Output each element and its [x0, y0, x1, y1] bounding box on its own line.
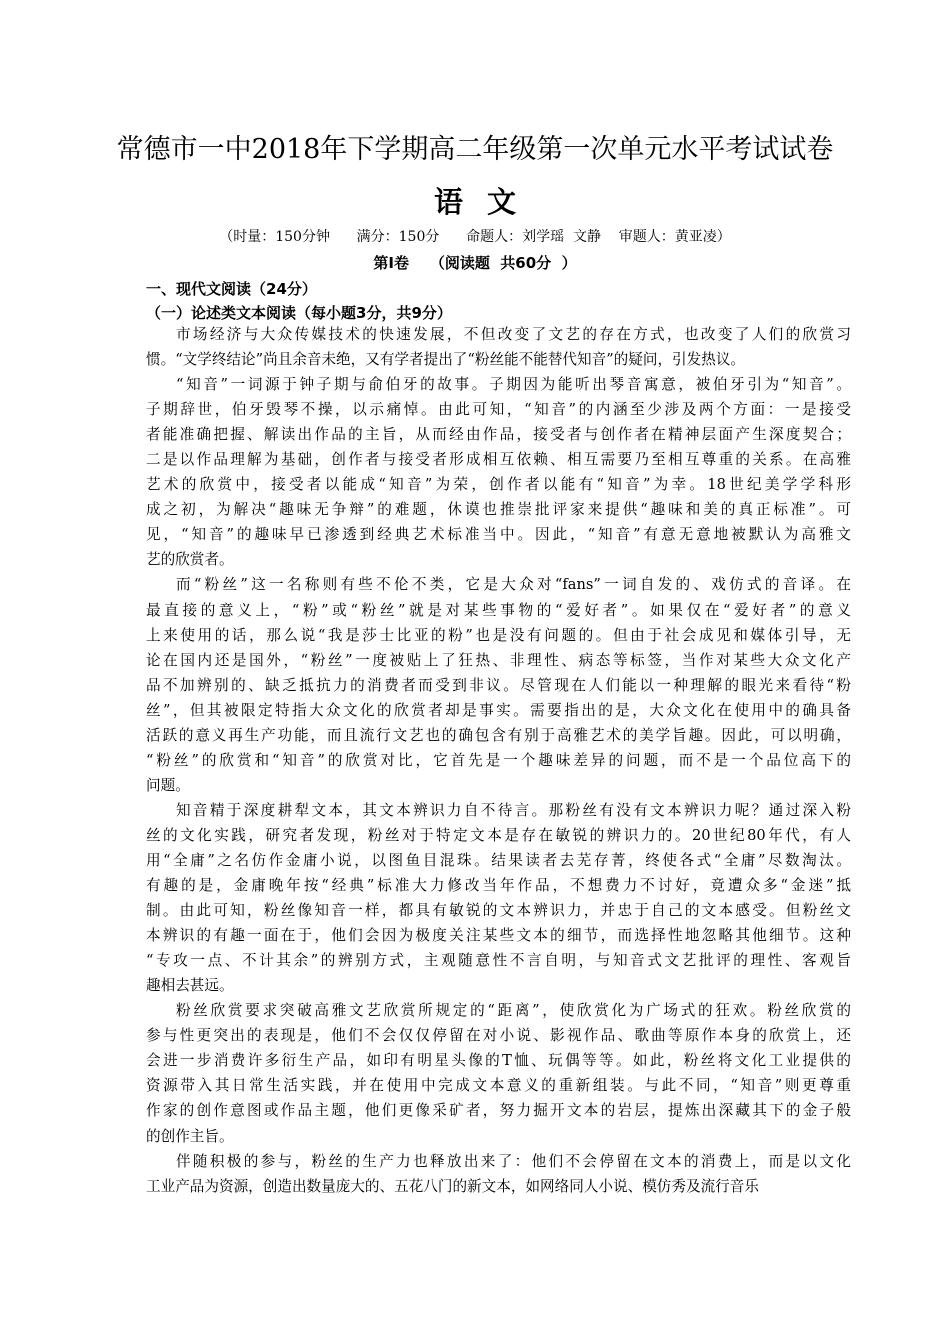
paragraph-line: 的创作主旨。	[146, 1127, 234, 1145]
paragraph-line: 工业产品为资源，创造出数量庞大的、五花八门的新文本，如网络同人小说、模仿秀及流行音乐	[146, 1177, 759, 1195]
paragraph-line: 粉丝欣赏要求突破高雅文艺欣赏所规定的“距离”，使欣赏化为广场式的狂欢。粉丝欣赏的	[176, 1002, 851, 1020]
paragraph-line: 艺的欣赏者。	[146, 551, 234, 569]
paragraph-line: 见，“知音”的趣味早已渗透到经典艺术标准当中。因此，“知音”有意无意地被默认为高雅文	[146, 526, 851, 544]
paragraph-line: 而“粉丝”这一名称则有些不伦不类，它是大众对“fans”一词自发的、戏仿式的音译。在	[176, 576, 851, 594]
paragraph-line: 子期辞世，伯牙毁琴不操，以示痛悼。由此可知，“知音”的内涵至少涉及两个方面：一是接受	[146, 401, 851, 419]
paragraph-line: 参与性更突出的表现是，他们不会仅仅停留在对小说、影视作品、歌曲等原作本身的欣赏上，还	[146, 1027, 851, 1045]
paragraph	[146, 372, 851, 572]
paragraph-line: 丝的文化实践，研究者发现，粉丝对于特定文本是存在敏锐的辨识力的。20世纪80年代，有人	[146, 826, 851, 844]
section-heading: 一、现代文阅读（24分）	[146, 280, 317, 298]
paragraph-line: 作家的创作意图或作品主题，他们更像采矿者，努力掘开文本的岩层，提炼出深藏其下的金子般	[146, 1102, 851, 1120]
paragraph	[146, 798, 851, 998]
paragraph-line: “专攻一点、不计其余”的辨别方式，主观随意性不言自明，与知音式文艺批评的理性、客观旨	[146, 952, 851, 970]
paragraph-line: 艺术的欣赏中，接受者以能成“知音”为荣，创作者以能有“知音”为幸。18世纪美学学科形	[146, 476, 851, 494]
paragraph-line: 二是以作品理解为基础，创作者与接受者形成相互依赖、相互需要乃至相互尊重的关系。在高雅	[146, 451, 851, 469]
paragraph-line: 者能准确把握、解读出作品的主旨，从而经由作品，接受者与创作者在精神层面产生深度契合；	[146, 426, 851, 444]
paragraph-line: 活跃的意义再生产功能，而且流行文艺也的确包含有别于高雅艺术的美学旨趣。因此，可以明确，	[146, 726, 851, 744]
paragraph-line: 资源带入其日常生活实践，并在使用中完成文本意义的重新组装。与此不同，“知音”则更尊重	[146, 1077, 851, 1095]
paragraph-line: 市场经济与大众传媒技术的快速发展，不但改变了文艺的存在方式，也改变了人们的欣赏习	[176, 326, 851, 343]
paragraph-line: 本辨识的有趣一面在于，他们会因为极度关注某些文本的细节，而选择性地忽略其他细节。这种	[146, 927, 851, 945]
paragraph-line: 趣相去甚远。	[146, 977, 234, 995]
paragraph-line: 用“全庸”之名仿作金庸小说，以图鱼目混珠。结果读者去芜存菁，终使各式“全庸”尽数淘汰。	[146, 851, 851, 869]
exam-info: （时量：150分钟 满分：150分 命题人：刘学瑶 文静 审题人：黄亚凌）	[219, 229, 731, 245]
paragraph-line: 成之初，为解决“趣味无争辩”的难题，休谟也推崇批评家来提供“趣味和美的真正标准”。可	[146, 501, 851, 519]
subject-title: 语文	[433, 185, 540, 219]
paragraph-line: 品不加辨别的、缺乏抵抗力的消费者而受到非议。尽管现在人们能以一种理解的眼光来看待“粉	[146, 676, 851, 694]
passage-body	[146, 322, 851, 1199]
paragraph-line: 上来使用的话，那么说“我是莎士比亚的粉”也是没有问题的。但由于社会成见和媒体引导，无	[146, 626, 851, 644]
paragraph-line: 丝”，但其被限定特指大众文化的欣赏者却是事实。需要指出的是，大众文化在使用中的确具备	[146, 701, 851, 719]
paragraph-line: 最直接的意义上，“粉”或“粉丝”就是对某些事物的“爱好者”。如果仅在“爱好者”的意义	[146, 601, 851, 619]
paragraph-line: 制。由此可知，粉丝像知音一样，都具有敏锐的文本辨识力，并忠于自己的文本感受。但粉丝文	[146, 902, 851, 920]
paragraph-line: 论在国内还是国外，“粉丝”一度被贴上了狂热、非理性、病态等标签，当作对某些大众文化产	[146, 651, 851, 669]
volume-title: 第Ⅰ卷 （阅读题 共60分 ）	[373, 254, 577, 272]
paragraph	[146, 998, 851, 1148]
paragraph-line: 会进一步消费许多衍生产品，如印有明星头像的T恤、玩偶等等。如此，粉丝将文化工业提供的	[146, 1052, 851, 1070]
paragraph	[146, 322, 851, 372]
exam-title: 常德市一中2018年下学期高二年级第一次单元水平考试试卷	[116, 134, 834, 165]
paragraph-line: 惯。“文学终结论”尚且余音未绝，又有学者提出了“粉丝能不能替代知音”的疑问，引发热议。	[146, 351, 746, 369]
paragraph-line: 伴随积极的参与，粉丝的生产力也释放出来了：他们不会停留在文本的消费上，而是以文化	[176, 1152, 851, 1170]
paragraph	[146, 1149, 851, 1199]
subsection-heading: （一）论述类文本阅读（每小题3分，共9分）	[146, 304, 452, 322]
paragraph	[146, 572, 851, 797]
paragraph-line: “知音”一词源于钟子期与俞伯牙的故事。子期因为能听出琴音寓意，被伯牙引为“知音”。	[176, 376, 851, 394]
paragraph-line: 问题。	[146, 776, 190, 794]
paragraph-line: 知音精于深度耕犁文本，其文本辨识力自不待言。那粉丝有没有文本辨识力呢？通过深入粉	[176, 801, 851, 819]
paragraph-line: 有趣的是，金庸晚年按“经典”标准大力修改当年作品，不想费力不讨好，竟遭众多“金迷”抵	[146, 877, 851, 895]
paragraph-line: “粉丝”的欣赏和“知音”的欣赏对比，它首先是一个趣味差异的问题，而不是一个品位高下的	[146, 751, 851, 769]
